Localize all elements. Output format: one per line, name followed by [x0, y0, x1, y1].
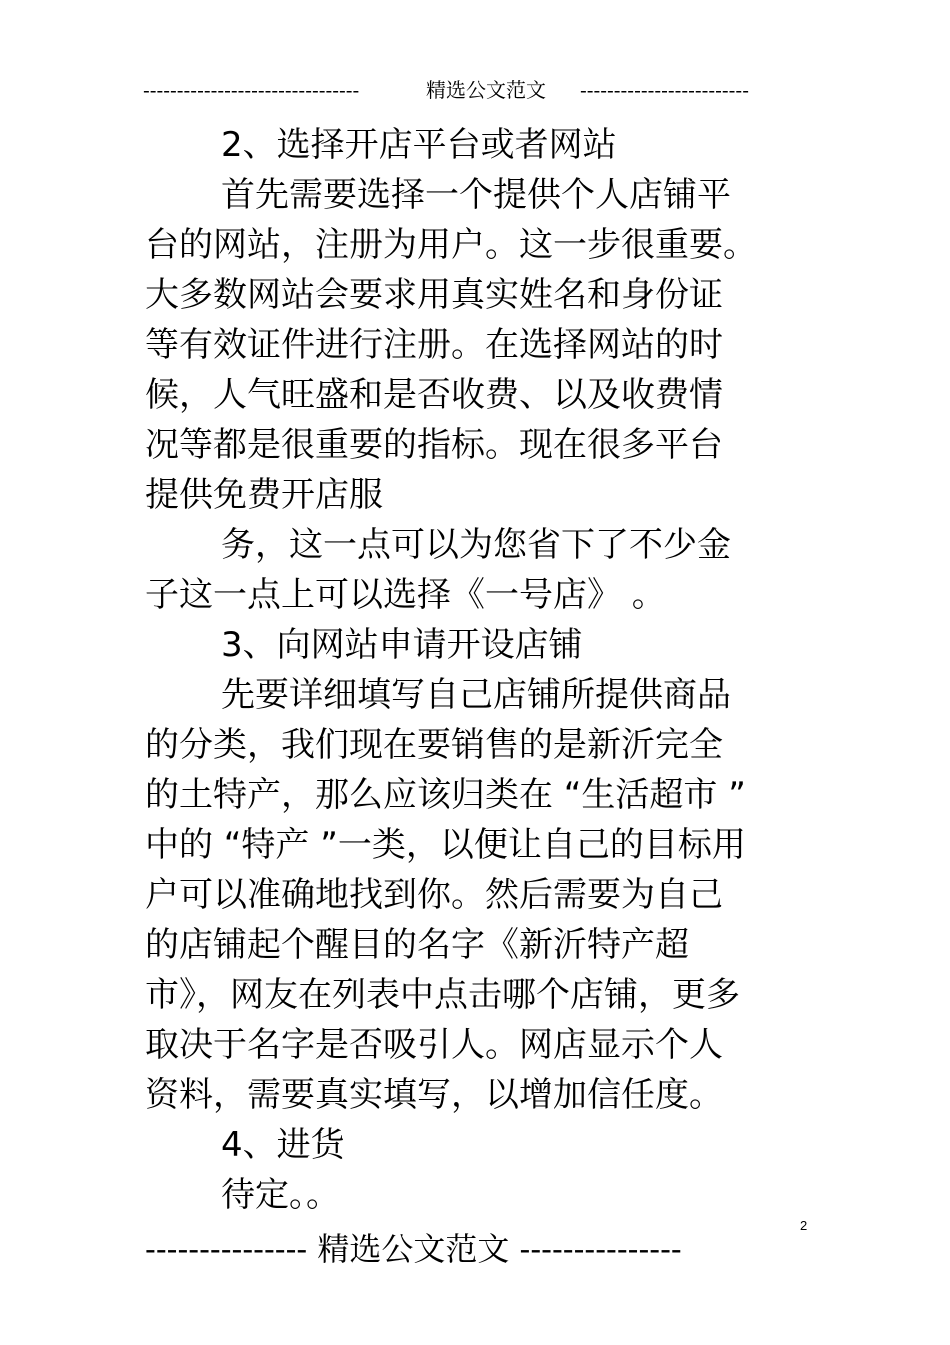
paragraph-line: 大多数网站会要求用真实姓名和身份证 — [145, 275, 723, 315]
paragraph-line: 务，这一点可以为您省下了不少金 — [221, 525, 731, 565]
page-header — [143, 76, 775, 104]
page-number: 2 — [800, 1218, 808, 1233]
header-dash-left: -------------------------------- — [143, 78, 360, 102]
header-title: 精选公文范文 — [426, 78, 546, 102]
paragraph-line: 子这一点上可以选择《一号店》 。 — [145, 575, 666, 615]
paragraph-line: 取决于名字是否吸引人。网店显示个人 — [145, 1025, 723, 1065]
paragraph-line: 的土特产，那么应该归类在 “生活超市 ” — [145, 775, 746, 815]
page-footer: --------------- 精选公文范文 --------------- — [145, 1230, 682, 1268]
paragraph-line: 等有效证件进行注册。在选择网站的时 — [145, 325, 723, 365]
section-heading: 2、选择开店平台或者网站 — [221, 125, 617, 165]
paragraph-line: 况等都是很重要的指标。现在很多平台 — [145, 425, 723, 465]
paragraph-line: 户可以准确地找到你。然后需要为自己 — [145, 875, 723, 915]
paragraph-line: 待定。。 — [221, 1175, 340, 1215]
section-heading: 3、向网站申请开设店铺 — [221, 625, 583, 665]
document-body — [145, 120, 805, 1220]
paragraph-line: 先要详细填写自己店铺所提供商品 — [221, 675, 731, 715]
paragraph-line: 台的网站，注册为用户。这一步很重要。 — [145, 225, 757, 265]
paragraph-line: 的分类，我们现在要销售的是新沂完全 — [145, 725, 723, 765]
paragraph-line: 中的 “特产 ”一类，以便让自己的目标用 — [145, 825, 746, 865]
paragraph-line: 资料，需要真实填写，以增加信任度。 — [145, 1075, 723, 1115]
paragraph-line: 提供免费开店服 — [145, 475, 383, 515]
section-heading: 4、进货 — [221, 1125, 345, 1165]
paragraph-line: 市》，网友在列表中点击哪个店铺，更多 — [145, 975, 740, 1015]
paragraph-line: 的店铺起个醒目的名字《新沂特产超 — [145, 925, 689, 965]
header-dash-right: ------------------------- — [580, 78, 749, 102]
paragraph-line: 首先需要选择一个提供个人店铺平 — [221, 175, 731, 215]
paragraph-line: 候，人气旺盛和是否收费、以及收费情 — [145, 375, 723, 415]
